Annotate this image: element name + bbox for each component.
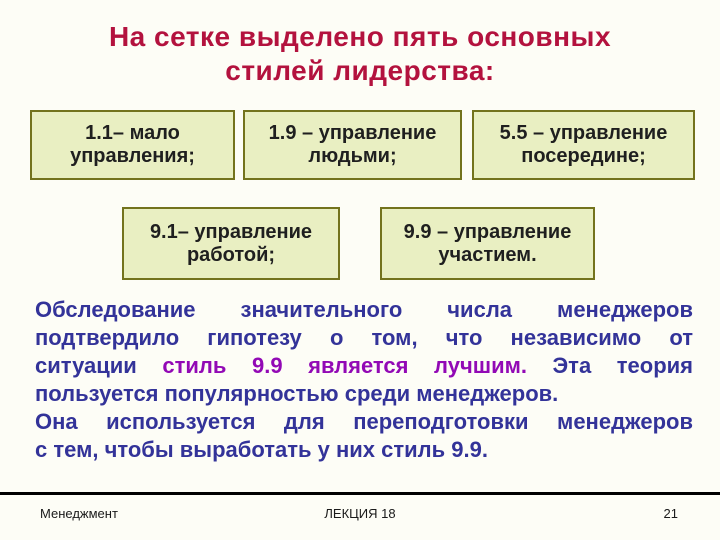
paragraph-text: ситуации <box>35 353 163 378</box>
style-box-1-9-line1: 1.9 – управление <box>268 122 437 144</box>
style-box-9-1-line2: работой; <box>186 243 276 266</box>
paragraph-line-3 <box>35 352 693 380</box>
paragraph-text: Обследование значительного числа менеджеров <box>35 297 693 322</box>
paragraph-text: пользуется популярностью среди менеджеров. <box>35 381 559 406</box>
style-box-9-9 <box>380 207 595 280</box>
paragraph-text: Эта теория <box>526 353 693 378</box>
style-box-9-9-line2: участием. <box>438 243 537 266</box>
paragraph-line-4 <box>35 380 693 408</box>
paragraph-line-1 <box>35 296 693 324</box>
footer-page-number: 21 <box>663 506 678 521</box>
style-box-5-5-line1: 5.5 – управление <box>499 122 668 144</box>
paragraph-text: с тем, чтобы выработать у них стиль 9.9. <box>35 437 488 462</box>
style-box-9-1-line1: 9.1– управление <box>149 220 313 243</box>
style-box-1-1-line1: 1.1– мало <box>85 122 180 144</box>
slide-title <box>0 20 720 88</box>
style-box-9-1 <box>122 207 340 280</box>
style-box-1-1 <box>30 110 235 180</box>
style-box-1-9 <box>243 110 462 180</box>
style-box-1-1-line2: управления; <box>70 145 195 167</box>
footer-course-name: Менеджмент <box>40 506 118 521</box>
footer <box>0 506 720 528</box>
slide-title-line2: стилей лидерства: <box>225 55 495 86</box>
footer-divider <box>0 492 720 495</box>
style-box-5-5-line2: посередине; <box>521 145 646 167</box>
paragraph-highlight-text: стиль 9.9 является лучшим. <box>162 353 527 378</box>
paragraph-line-6 <box>35 436 693 464</box>
body-paragraph <box>35 296 693 464</box>
style-box-9-9-line1: 9.9 – управление <box>403 220 572 243</box>
paragraph-text: подтвердило гипотезу о том, что независимо от <box>35 325 693 350</box>
paragraph-text: Она используется для переподготовки менеджеров <box>35 409 693 434</box>
style-box-5-5 <box>472 110 695 180</box>
paragraph-line-5 <box>35 408 693 436</box>
style-box-1-9-line2: людьми; <box>308 145 397 167</box>
paragraph-line-2 <box>35 324 693 352</box>
footer-lecture-label: ЛЕКЦИЯ 18 <box>324 506 396 521</box>
slide-title-line1: На сетке выделено пять основных <box>108 21 612 52</box>
